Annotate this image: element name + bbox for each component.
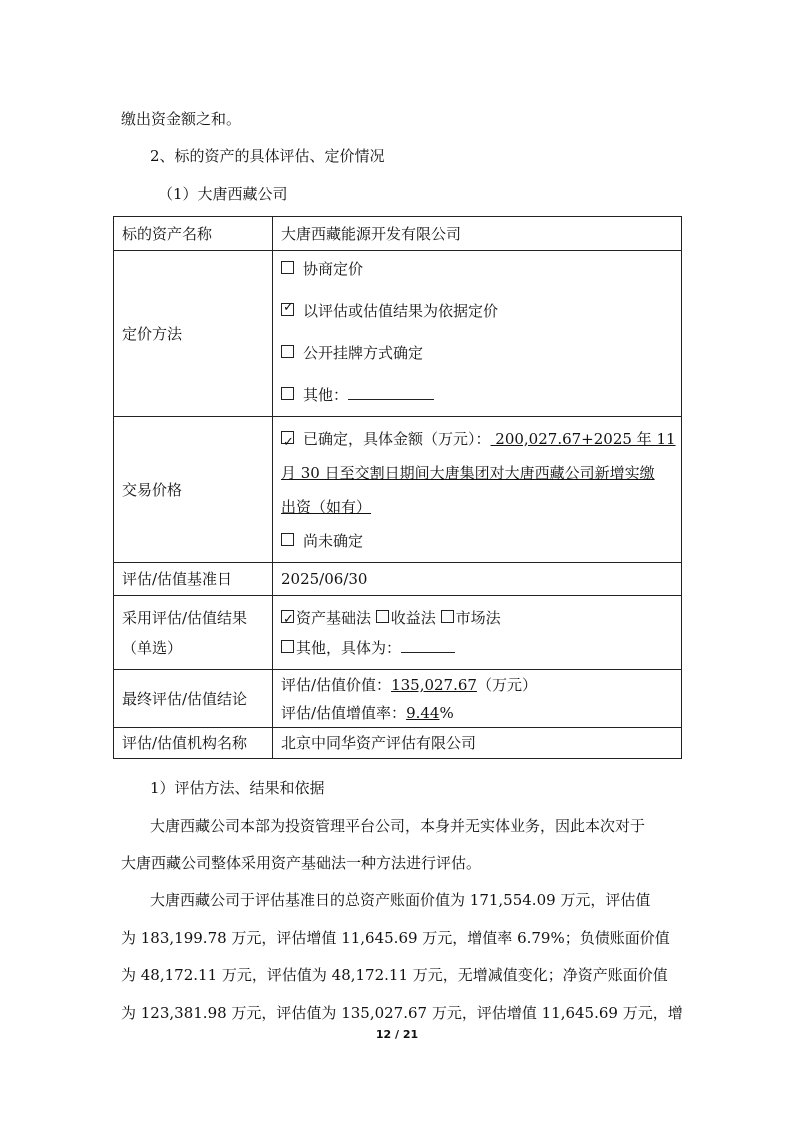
method-result-line2 <box>281 633 681 663</box>
row-final-conclusion <box>114 670 682 728</box>
paragraph1-line1: 大唐西藏公司本部为投资管理平台公司，本身并无实体业务，因此本次对于 <box>150 817 646 835</box>
asset-name-label: 标的资产名称 <box>114 217 273 251</box>
checkbox-icon[interactable] <box>281 387 294 400</box>
method-result-label-line1: 采用评估/估值结果 <box>122 608 248 627</box>
final-conclusion-label: 最终评估/估值结论 <box>114 670 273 728</box>
row-asset-name <box>114 217 682 251</box>
option-appraisal-based <box>281 301 681 343</box>
row-base-date <box>114 563 682 596</box>
confirmed-line3: 出资（如有） <box>281 497 372 516</box>
asset-basis-option: 资产基础法 <box>296 608 372 627</box>
pricing-method-options <box>273 251 682 417</box>
row-pricing-method <box>114 251 682 417</box>
paragraph1-line2: 大唐西藏公司整体采用资产基础法一种方法进行评估。 <box>121 854 482 872</box>
section-heading: 2、标的资产的具体评估、定价情况 <box>150 147 385 165</box>
blank-line <box>348 385 434 400</box>
appreciation-rate-unit: % <box>439 703 454 722</box>
price-confirmed-line1 <box>281 422 681 456</box>
checkbox-icon[interactable] <box>281 345 294 358</box>
income-option: 收益法 <box>390 608 436 627</box>
appreciation-rate: 9.44 <box>406 703 440 722</box>
institution-value: 北京中同华资产评估有限公司 <box>273 728 682 759</box>
option-label: 以评估或估值结果为依据定价 <box>303 301 499 320</box>
method-subheading: 1）评估方法、结果和依据 <box>150 779 325 797</box>
appraisal-value: 135,027.67 <box>391 675 477 694</box>
checked-checkbox-icon[interactable] <box>281 431 294 444</box>
checkbox-icon[interactable] <box>281 640 294 653</box>
option-label: 公开挂牌方式确定 <box>303 343 424 362</box>
checked-checkbox-icon[interactable] <box>281 303 294 316</box>
intro-line: 缴出资金额之和。 <box>121 110 242 128</box>
page-number: 12 / 21 <box>375 1028 419 1041</box>
appraisal-value-line <box>281 671 681 699</box>
base-date-value: 2025/06/30 <box>273 563 682 596</box>
appreciation-rate-label: 评估/估值增值率： <box>281 703 407 722</box>
other-option: 其他，具体为： <box>296 638 402 657</box>
appraisal-value-unit: （万元） <box>476 675 537 694</box>
method-result-line1 <box>281 603 681 633</box>
pricing-method-label: 定价方法 <box>114 251 273 417</box>
paragraph2-line2: 为 183,199.78 万元，评估增值 11,645.69 万元，增值率 6.79%；负债账面价值 <box>121 929 670 947</box>
subsection-heading: （1）大唐西藏公司 <box>158 185 288 203</box>
option-negotiated <box>281 259 681 301</box>
appraisal-value-label: 评估/估值价值： <box>281 675 392 694</box>
institution-label: 评估/估值机构名称 <box>114 728 273 759</box>
row-transaction-price <box>114 417 682 563</box>
confirmed-prefix: 已确定，具体金额（万元）： <box>303 429 491 448</box>
base-date-label: 评估/估值基准日 <box>114 563 273 596</box>
paragraph2-line1: 大唐西藏公司于评估基准日的总资产账面价值为 171,554.09 万元，评估值 <box>150 891 651 909</box>
option-label: 协商定价 <box>303 259 364 278</box>
option-other <box>281 385 681 415</box>
paragraph2-line4: 为 123,381.98 万元，评估值为 135,027.67 万元，评估增值 11,645.69 万元，增 <box>121 1004 683 1022</box>
option-public-listing <box>281 343 681 385</box>
checked-checkbox-icon[interactable] <box>281 610 294 623</box>
method-result-label-line2: （单选） <box>122 638 183 657</box>
checkbox-icon[interactable] <box>281 261 294 274</box>
method-result-options <box>273 596 682 670</box>
transaction-price-value <box>273 417 682 563</box>
price-confirmed-line2: 月 30 日至交割日期间大唐集团对大唐西藏公司新增实缴 <box>281 463 655 482</box>
market-option: 市场法 <box>455 608 501 627</box>
asset-pricing-table <box>113 216 682 759</box>
row-method-result <box>114 596 682 670</box>
checkbox-icon[interactable] <box>441 610 454 623</box>
transaction-price-label: 交易价格 <box>114 417 273 563</box>
option-label: 其他： <box>303 385 349 404</box>
unconfirmed-label: 尚未确定 <box>303 531 364 550</box>
appreciation-rate-line <box>281 699 681 727</box>
final-conclusion-value <box>273 670 682 728</box>
method-result-label <box>114 596 273 670</box>
checkbox-icon[interactable] <box>281 533 294 546</box>
asset-name-value: 大唐西藏能源开发有限公司 <box>273 217 682 251</box>
confirmed-amount: 200,027.67+2025 年 11 <box>490 429 676 448</box>
blank-line <box>401 638 455 653</box>
paragraph2-line3: 为 48,172.11 万元，评估值为 48,172.11 万元，无增减值变化；净资产账面价值 <box>121 966 668 984</box>
price-unconfirmed <box>281 524 681 558</box>
checkbox-icon[interactable] <box>376 610 389 623</box>
price-confirmed-line3 <box>281 490 681 524</box>
row-institution <box>114 728 682 759</box>
